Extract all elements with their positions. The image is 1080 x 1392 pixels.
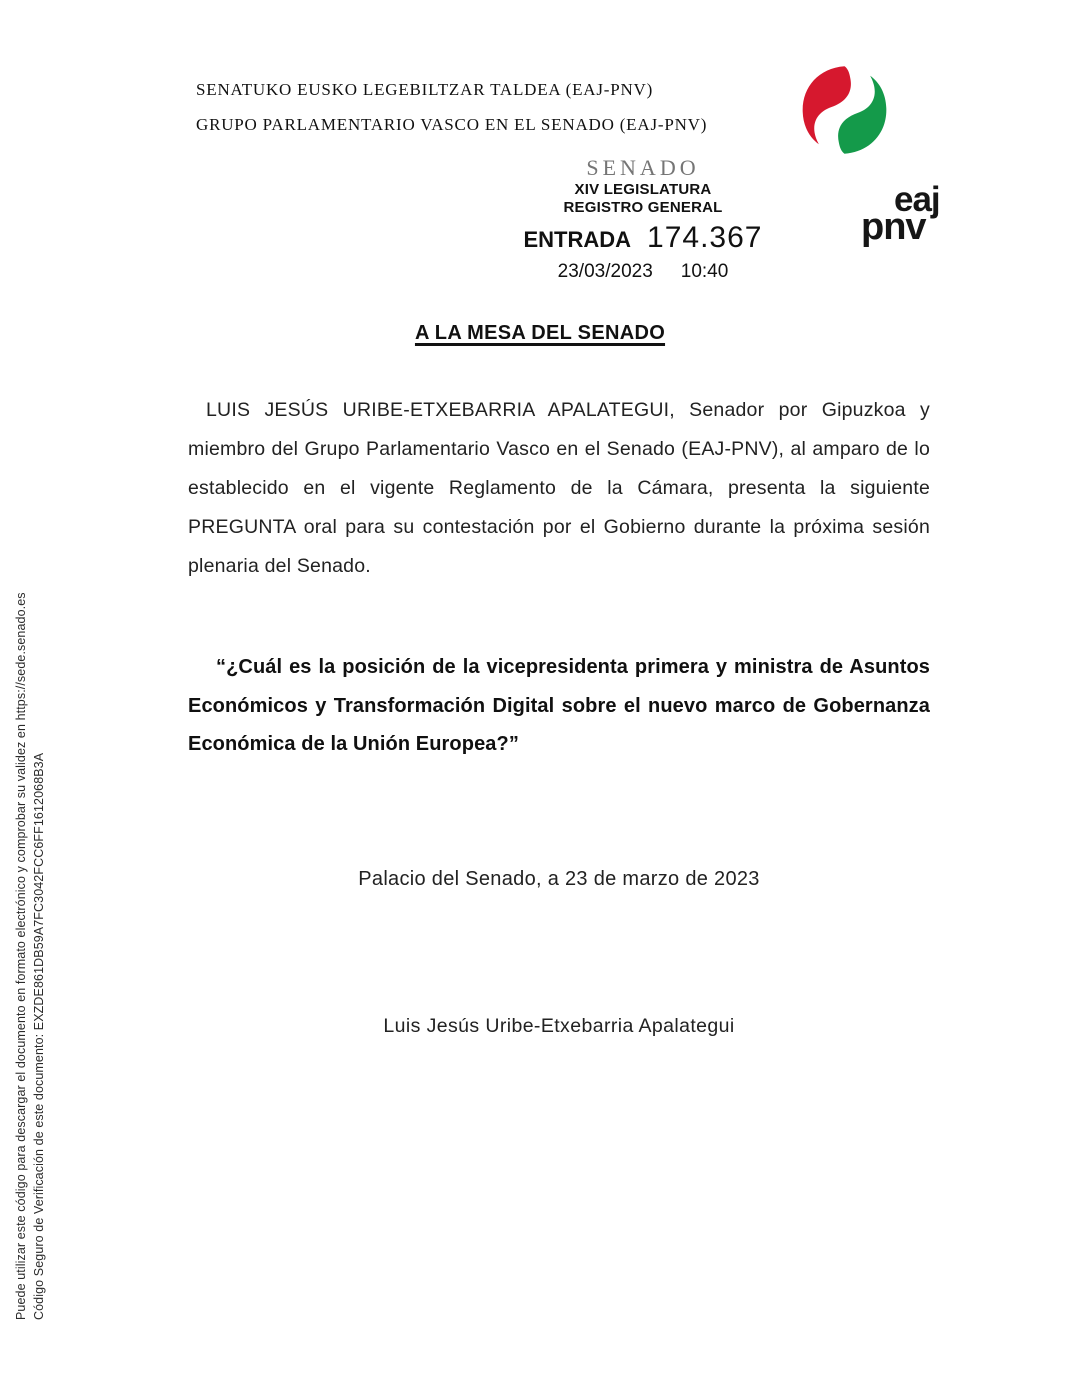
stamp-org-name: SENADO — [586, 155, 700, 180]
logo-text-eaj: eaj — [894, 180, 940, 219]
place-date-line: Palacio del Senado, a 23 de marzo de 2023 — [358, 868, 760, 890]
signature-name: Luis Jesús Uribe-Etxebarria Apalategui — [383, 1015, 735, 1037]
registry-stamp — [493, 155, 793, 285]
stamp-date: 23/03/2023 — [557, 261, 653, 282]
question-paragraph: “¿Cuál es la posición de la vicepresidenta primera y ministra de Asuntos Económicos y Transformación Digital sobre el nuevo marco de Gobernanza Económica de la Unión Europea?” — [188, 656, 930, 755]
stamp-entry-row — [493, 223, 793, 258]
stamp-entry-number: 174.367 — [647, 221, 763, 254]
letterhead-line-basque: SENATUKO EUSKO LEGEBILTZAR TALDEA (EAJ-PNV) — [196, 80, 654, 99]
letterhead-line-spanish: GRUPO PARLAMENTARIO VASCO EN EL SENADO (EAJ-PNV) — [196, 115, 708, 134]
stamp-registry: REGISTRO GENERAL — [563, 199, 723, 216]
stamp-datetime-row — [493, 259, 793, 285]
introduction-paragraph: LUIS JESÚS URIBE-ETXEBARRIA APALATEGUI, Senador por Gipuzkoa y miembro del Grupo Parlamentario Vasco en el Senado (EAJ-PNV), al amparo de lo establecido en el vigente Reglamento de la Cámara, presenta la siguiente PREGUNTA oral para su contestación por el Gobierno durante la próxima sesión plenaria del Senado. — [188, 399, 930, 577]
document-title: A LA MESA DEL SENADO — [414, 322, 666, 344]
verification-code-line: Código Seguro de Verificación de este documento: EXZDE861DB59A7FC3042FCC6FF1612068B3A — [32, 752, 46, 1320]
verification-info-line: Puede utilizar este código para descargar el documento en formato electrónico y comprobar su validez en https://sede.senado.es — [14, 592, 28, 1320]
eaj-pnv-swirl-icon — [797, 60, 892, 160]
logo-text-pnv: pnv — [861, 206, 926, 248]
stamp-time: 10:40 — [680, 261, 729, 282]
eaj-pnv-logo — [797, 60, 997, 248]
stamp-legislature: XIV LEGISLATURA — [574, 181, 712, 198]
stamp-entry-label: ENTRADA — [523, 227, 632, 252]
